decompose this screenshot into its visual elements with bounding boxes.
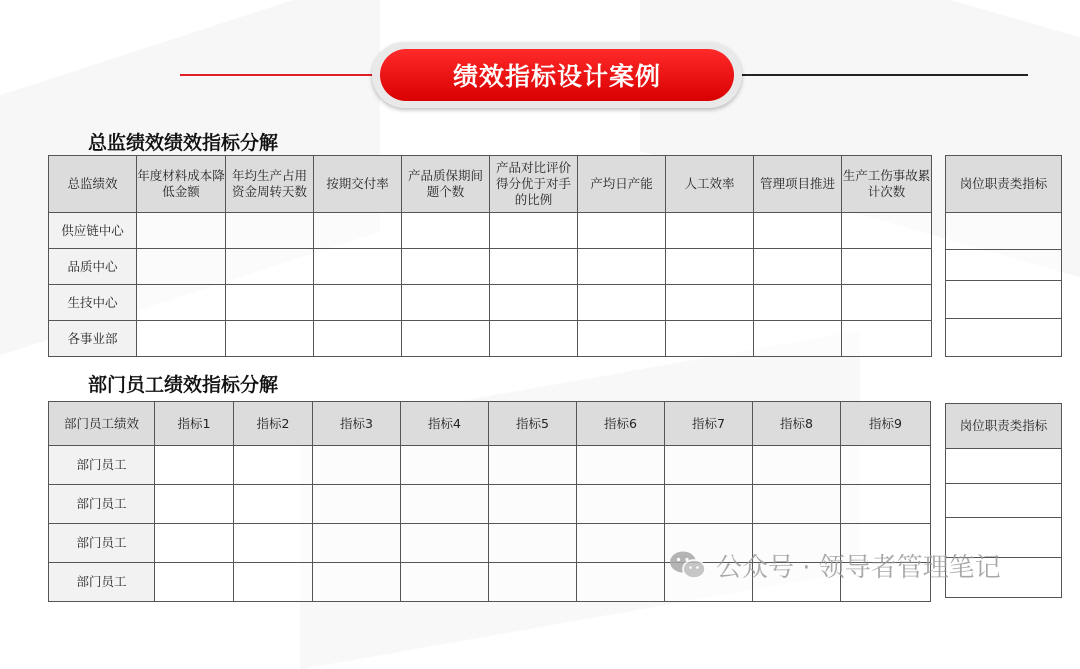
table-cell bbox=[841, 446, 931, 485]
table-cell bbox=[155, 485, 234, 524]
table-cell bbox=[754, 213, 842, 249]
table-row bbox=[946, 250, 1062, 281]
header-cell: 年均生产占用资金周转天数 bbox=[226, 156, 314, 213]
table-cell bbox=[226, 285, 314, 321]
table-row bbox=[49, 321, 932, 357]
row-label: 各事业部 bbox=[49, 321, 137, 357]
table-header-row bbox=[946, 404, 1062, 449]
table-cell bbox=[754, 321, 842, 357]
slide-title: 绩效指标设计案例 bbox=[380, 49, 734, 101]
table-cell bbox=[401, 485, 489, 524]
table-cell bbox=[155, 524, 234, 563]
header-cell: 指标7 bbox=[665, 402, 753, 446]
table-cell bbox=[234, 563, 313, 602]
table-cell bbox=[842, 285, 932, 321]
table-cell bbox=[137, 249, 226, 285]
table-cell bbox=[842, 321, 932, 357]
table-cell bbox=[401, 524, 489, 563]
header-cell: 按期交付率 bbox=[314, 156, 402, 213]
table-cell bbox=[578, 249, 666, 285]
header-cell: 产品对比评价得分优于对手的比例 bbox=[490, 156, 578, 213]
row-label: 部门员工 bbox=[49, 524, 155, 563]
table-cell bbox=[753, 446, 841, 485]
table-cell bbox=[155, 563, 234, 602]
row-label: 部门员工 bbox=[49, 563, 155, 602]
table-cell bbox=[578, 285, 666, 321]
table-cell bbox=[841, 485, 931, 524]
header-cell: 指标1 bbox=[155, 402, 234, 446]
table-cell bbox=[314, 321, 402, 357]
table-cell bbox=[313, 485, 401, 524]
table-cell bbox=[577, 524, 665, 563]
row-label: 生技中心 bbox=[49, 285, 137, 321]
table-cell bbox=[402, 285, 490, 321]
table-cell bbox=[946, 449, 1062, 484]
table-cell bbox=[401, 563, 489, 602]
section-title-staff: 部门员工绩效指标分解 bbox=[88, 374, 279, 396]
row-label: 供应链中心 bbox=[49, 213, 137, 249]
header-cell: 指标6 bbox=[577, 402, 665, 446]
table-cell bbox=[665, 485, 753, 524]
table-cell bbox=[313, 446, 401, 485]
table-cell bbox=[577, 485, 665, 524]
table-cell bbox=[842, 213, 932, 249]
row-label: 部门员工 bbox=[49, 446, 155, 485]
title-rule-right bbox=[740, 74, 1028, 76]
wechat-icon bbox=[668, 549, 708, 581]
header-cell: 人工效率 bbox=[666, 156, 754, 213]
row-label: 品质中心 bbox=[49, 249, 137, 285]
table-cell bbox=[402, 249, 490, 285]
table-cell bbox=[314, 213, 402, 249]
header-cell: 指标4 bbox=[401, 402, 489, 446]
table-cell bbox=[666, 213, 754, 249]
table-cell bbox=[753, 485, 841, 524]
table-cell bbox=[666, 321, 754, 357]
header-cell: 产品质保期间题个数 bbox=[402, 156, 490, 213]
table-row bbox=[49, 485, 931, 524]
header-cell: 岗位职责类指标 bbox=[946, 156, 1062, 213]
table-cell bbox=[946, 250, 1062, 281]
section-title-director: 总监绩效绩效指标分解 bbox=[88, 132, 279, 154]
table-cell bbox=[155, 446, 234, 485]
header-cell: 管理项目推进 bbox=[754, 156, 842, 213]
table-cell bbox=[314, 285, 402, 321]
table-cell bbox=[490, 285, 578, 321]
table-row bbox=[946, 213, 1062, 250]
table-cell bbox=[489, 563, 577, 602]
table-cell bbox=[577, 563, 665, 602]
table-cell bbox=[578, 321, 666, 357]
table-cell bbox=[314, 249, 402, 285]
header-cell: 产均日产能 bbox=[578, 156, 666, 213]
table-cell bbox=[666, 285, 754, 321]
header-cell: 指标3 bbox=[313, 402, 401, 446]
table-cell bbox=[489, 524, 577, 563]
watermark-text: 公众号 · 领导者管理笔记 bbox=[716, 552, 1001, 583]
table-cell bbox=[234, 485, 313, 524]
table-cell bbox=[946, 213, 1062, 250]
table-cell bbox=[946, 281, 1062, 319]
table-cell bbox=[137, 321, 226, 357]
table-cell bbox=[666, 249, 754, 285]
header-cell: 指标2 bbox=[234, 402, 313, 446]
table-cell bbox=[137, 213, 226, 249]
slide-title-banner bbox=[372, 42, 742, 108]
table-row bbox=[946, 281, 1062, 319]
header-cell: 部门员工绩效 bbox=[49, 402, 155, 446]
table-cell bbox=[401, 446, 489, 485]
table-cell bbox=[490, 321, 578, 357]
header-cell: 指标8 bbox=[753, 402, 841, 446]
table-row bbox=[49, 213, 932, 249]
table-cell bbox=[665, 446, 753, 485]
table-cell bbox=[946, 484, 1062, 518]
table-cell bbox=[313, 524, 401, 563]
header-cell: 指标9 bbox=[841, 402, 931, 446]
table-cell bbox=[402, 321, 490, 357]
table-cell bbox=[490, 249, 578, 285]
table-cell bbox=[754, 249, 842, 285]
table-row bbox=[49, 249, 932, 285]
watermark bbox=[668, 545, 1048, 585]
header-cell: 指标5 bbox=[489, 402, 577, 446]
header-cell: 年度材料成本降低金额 bbox=[137, 156, 226, 213]
table-cell bbox=[226, 249, 314, 285]
table-cell bbox=[754, 285, 842, 321]
table-row bbox=[946, 449, 1062, 484]
director-duty-table bbox=[945, 155, 1062, 357]
table-cell bbox=[226, 321, 314, 357]
table-cell bbox=[234, 446, 313, 485]
table-cell bbox=[313, 563, 401, 602]
table-cell bbox=[402, 213, 490, 249]
table-cell bbox=[137, 285, 226, 321]
table-cell bbox=[226, 213, 314, 249]
table-row bbox=[946, 319, 1062, 357]
table-cell bbox=[489, 485, 577, 524]
table-cell bbox=[490, 213, 578, 249]
table-header-row bbox=[49, 156, 932, 213]
row-label: 部门员工 bbox=[49, 485, 155, 524]
table-row bbox=[49, 285, 932, 321]
table-row bbox=[49, 446, 931, 485]
table-cell bbox=[489, 446, 577, 485]
table-cell bbox=[946, 319, 1062, 357]
header-cell: 岗位职责类指标 bbox=[946, 404, 1062, 449]
table-cell bbox=[842, 249, 932, 285]
director-indicator-table bbox=[48, 155, 932, 357]
table-cell bbox=[234, 524, 313, 563]
header-cell: 生产工伤事故累计次数 bbox=[842, 156, 932, 213]
header-cell: 总监绩效 bbox=[49, 156, 137, 213]
title-rule-left bbox=[180, 74, 375, 76]
table-header-row bbox=[49, 402, 931, 446]
table-header-row bbox=[946, 156, 1062, 213]
table-row bbox=[946, 484, 1062, 518]
table-cell bbox=[577, 446, 665, 485]
table-cell bbox=[578, 213, 666, 249]
